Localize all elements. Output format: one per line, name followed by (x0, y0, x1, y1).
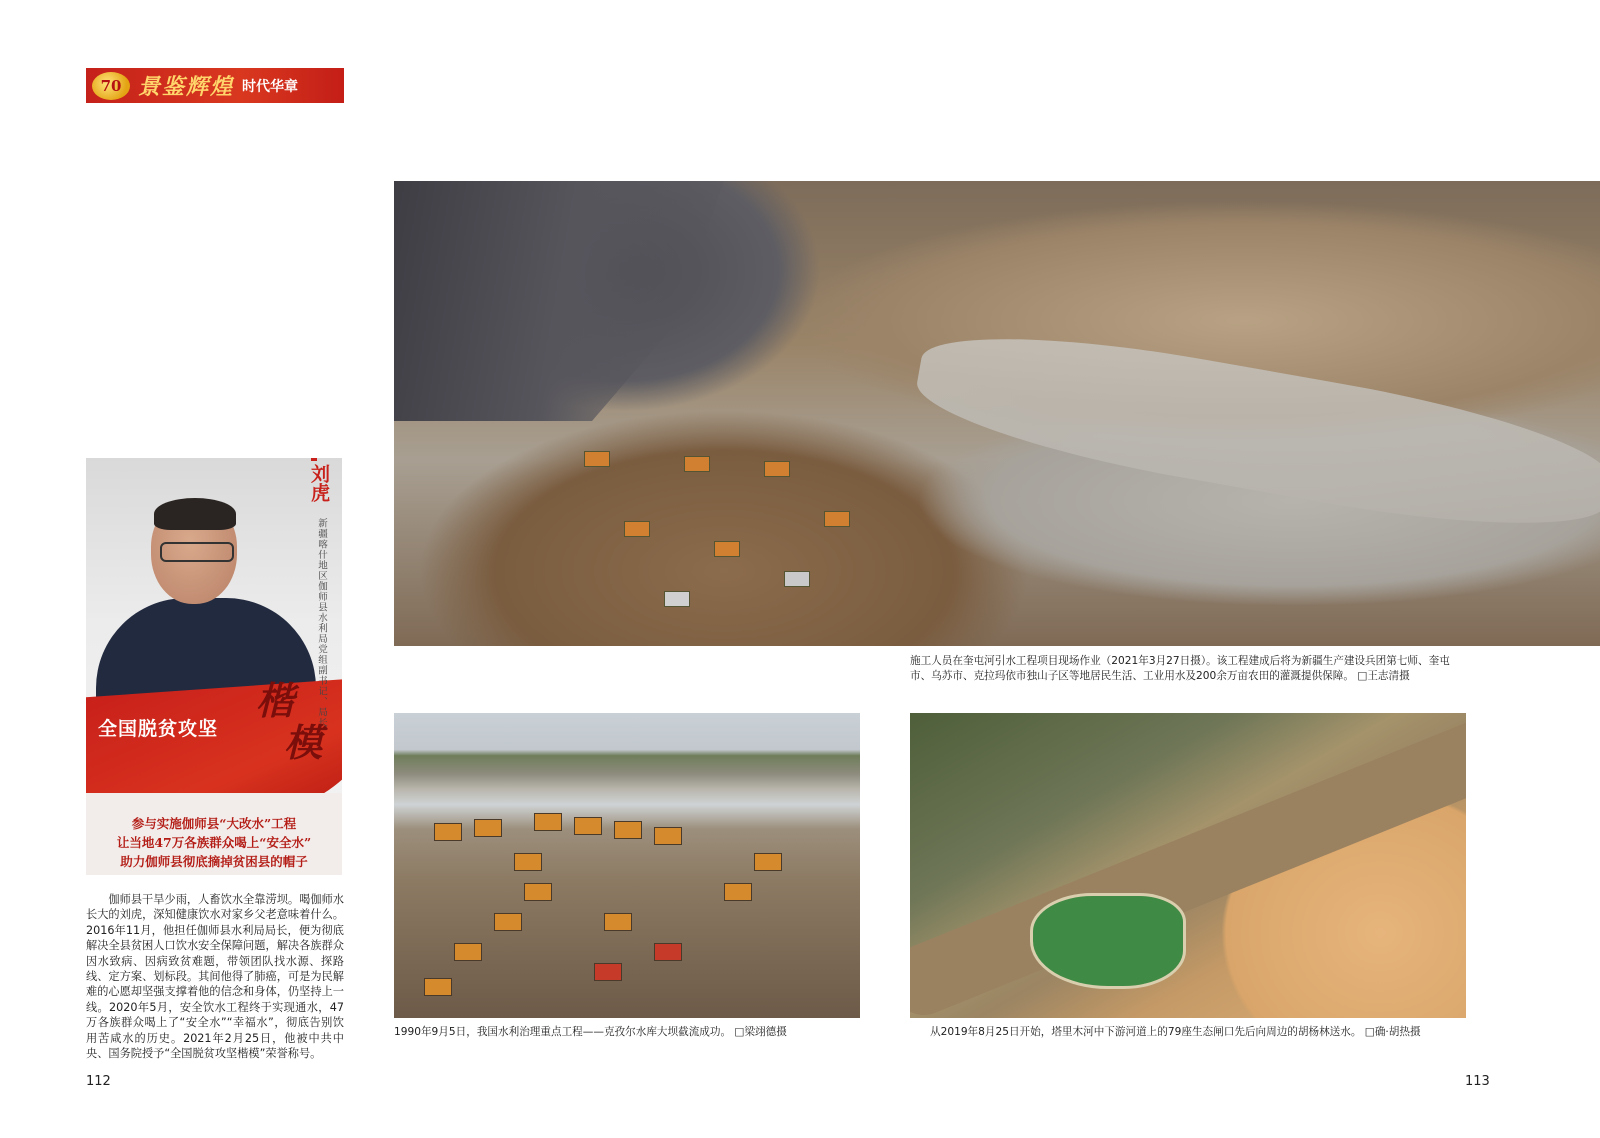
profile-title: 新疆喀什地区伽师县水利局党组副书记、局长 (316, 518, 327, 728)
subtitle-line-3: 助力伽师县彻底摘掉贫困县的帽子 (120, 854, 308, 869)
award-char-2: 模 (284, 720, 323, 765)
subtitle-line-1: 参与实施伽师县“大改水”工程 (131, 816, 297, 831)
section-title: 时代华章 (242, 78, 299, 95)
caption-bottom-left: 1990年9月5日，我国水利治理重点工程——克孜尔水库大坝截流成功。 □梁翊德摄 (394, 1026, 787, 1038)
page-number-left: 112 (86, 1074, 111, 1089)
section-banner (86, 68, 344, 103)
banner-calligraphy: 景鉴辉煌 (138, 74, 235, 100)
award-char-1: 楷 (256, 678, 295, 723)
page-number-right: 113 (1465, 1074, 1490, 1089)
portrait-glasses (160, 542, 234, 562)
caption-bottom-right: 从2019年8月25日开始，塔里木河中下游河道上的79座生态闸口先后向周边的胡杨林送水。 □确·胡热摄 (930, 1026, 1421, 1038)
name-accent (311, 458, 317, 461)
profile-card (86, 458, 342, 875)
award-title: 全国脱贫攻坚 (98, 718, 219, 740)
subtitle-line-2: 让当地47万各族群众喝上“安全水” (116, 835, 312, 850)
anniversary-logo: 70 (92, 72, 130, 100)
truck-group (564, 431, 894, 631)
river-channel (910, 713, 1466, 1018)
article-body: 伽师县干旱少雨，人畜饮水全靠涝坝。喝伽师水长大的刘虎，深知健康饮水对家乡父老意味着什么。2016年11月，他担任伽师县水利局局长，便为彻底解决全县贫困人口饮水安全保障问题，解决各族群众因水致病、因病致贫难题，带领团队找水源、探路线、定方案、划标段。其间他得了肺癌，可是为民解难的心愿却坚强支撑着他的信念和身体，仍坚持上一线。2020年5月，安全饮水工程终于实现通水，47万各族群众喝上了“安全水”“幸福水”，彻底告别饮用苦咸水的历史。2021年2月25日，他被中共中央、国务院授予“全国脱贫攻坚楷模”荣誉称号。 (86, 893, 344, 1061)
caption-top: 施工人员在奎屯河引水工程项目现场作业（2021年3月27日摄）。该工程建成后将为新疆生产建设兵团第七师、奎屯市、乌苏市、克拉玛依市独山子区等地居民生活、工业用水及200余万亩农田的灌溉提供保障。 □王志清摄 (910, 655, 1450, 682)
award-calligraphy (256, 680, 322, 764)
mountain-ridge (394, 181, 724, 421)
profile-name: 刘虎 (308, 464, 330, 502)
photo-construction-site (394, 181, 1600, 646)
portrait-hair (154, 498, 236, 530)
green-pond (1030, 893, 1186, 989)
photo-tarim-river (910, 713, 1466, 1018)
riverbed (909, 311, 1600, 551)
photo-reservoir-dam (394, 713, 860, 1018)
